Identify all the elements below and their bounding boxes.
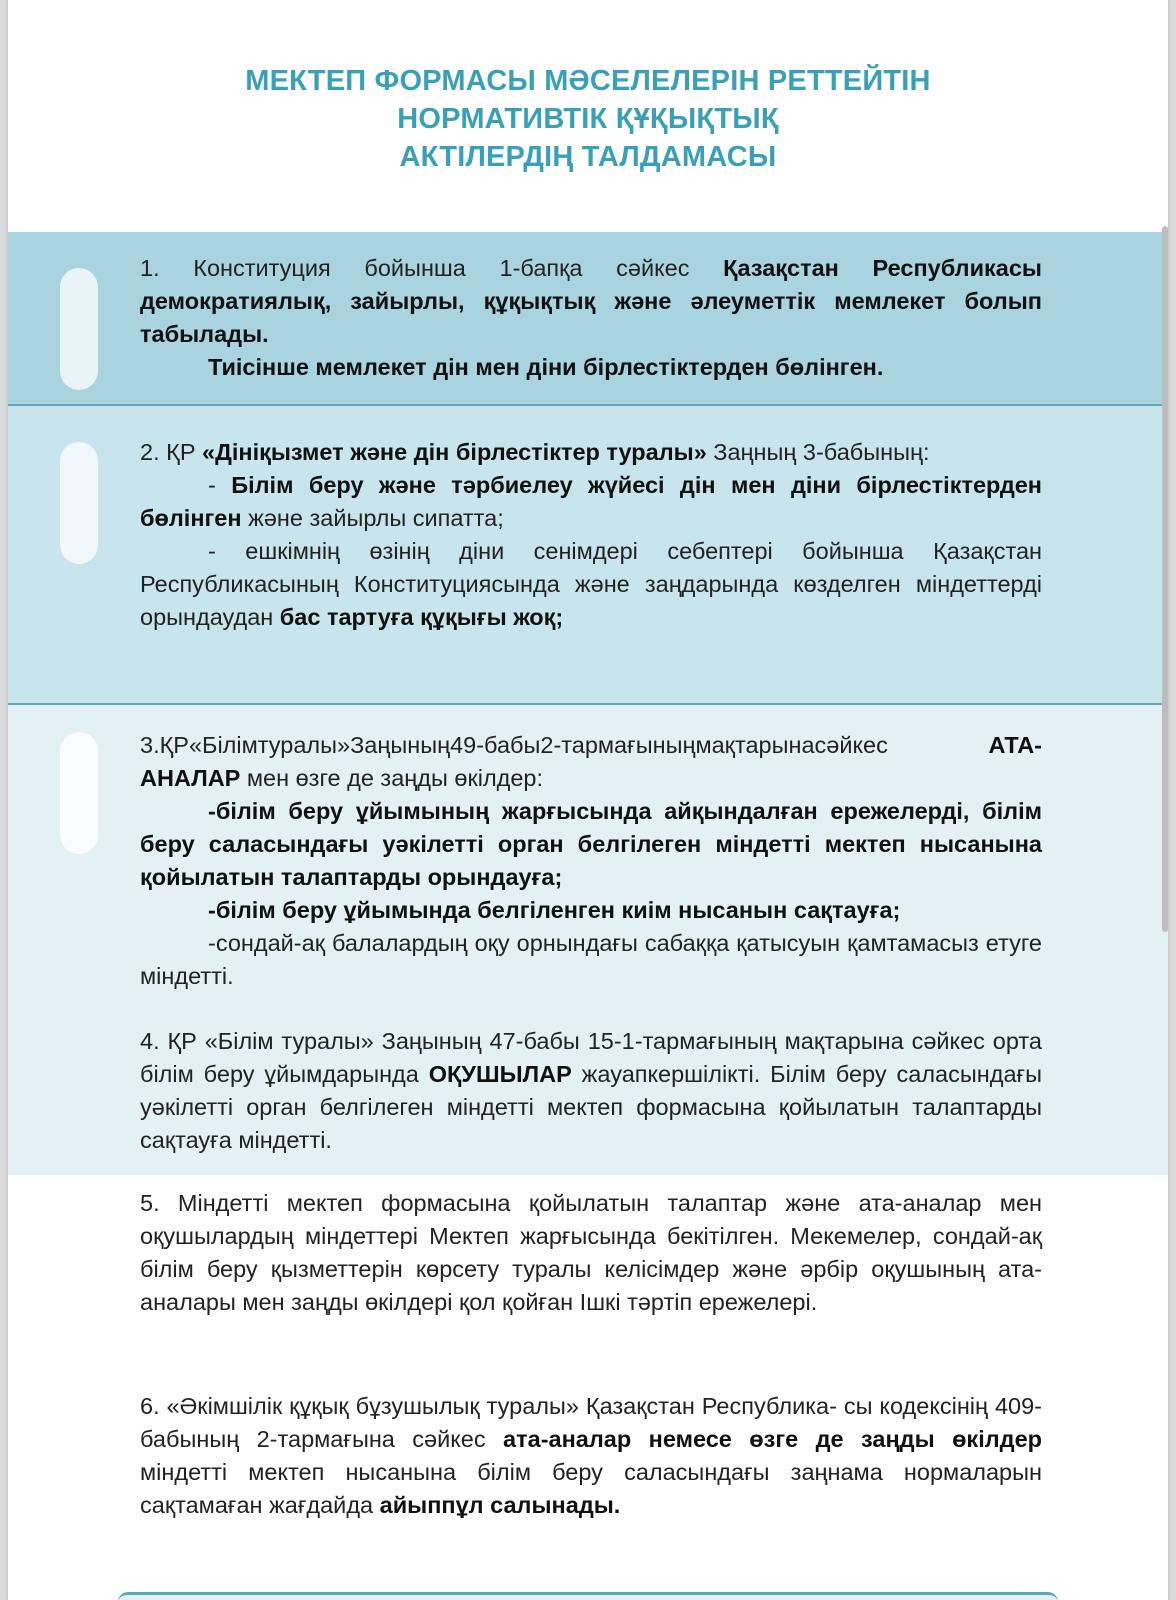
s2-text-2: Заңның 3-бабының: bbox=[706, 439, 930, 465]
bottom-decorative-bar bbox=[118, 1592, 1058, 1600]
decorative-pill-2 bbox=[60, 442, 98, 564]
section-5 bbox=[140, 1187, 1042, 1319]
s2-dash: - bbox=[208, 472, 232, 498]
title-line-3: АКТІЛЕРДІҢ ТАЛДАМАСЫ bbox=[399, 141, 777, 173]
s1-bold-2: Тиісінше мемлекет дін мен діни бірлестіктерден бөлінген. bbox=[208, 354, 884, 380]
section-3 bbox=[140, 729, 1042, 993]
section-1-para-1 bbox=[140, 252, 1042, 351]
section-3-para-2 bbox=[140, 795, 1042, 894]
s2-law-name: «Дініқызмет және дін бірлестіктер туралы» bbox=[202, 439, 707, 465]
section-3-para-4 bbox=[140, 927, 1042, 993]
s6-text: 6. «Әкімшілік құқық бұзушылық туралы» Қазақстан Республика- сы кодексінің 409-бабының 2-тармағына сәйкес bbox=[140, 1393, 1042, 1452]
section-3-para-1 bbox=[140, 729, 1042, 795]
section-6-para-1 bbox=[140, 1390, 1042, 1522]
s3-bold: -білім беру ұйымының жарғысында айқындалған ережелерді, білім беру саласындағы уәкілетті орган белгілеген міндетті мектеп нысанына қойылатын талаптарды орындауға; bbox=[140, 798, 1042, 890]
s2-bold-2: бас тартуға құқығы жоқ; bbox=[279, 604, 564, 630]
title-line-2: НОРМАТИВТІК ҚҰҚЫҚТЫҚ bbox=[397, 103, 779, 135]
document-page bbox=[8, 0, 1168, 1600]
s2-text: 2. ҚР bbox=[140, 439, 203, 465]
s1-text: 1. Конституция бойынша 1-бапқа сәйкес bbox=[140, 255, 724, 281]
section-2-para-2 bbox=[140, 469, 1042, 535]
section-4 bbox=[140, 1025, 1042, 1157]
s2-text-4: - ешкімнің өзінің діни сенімдері себептері бойынша Қазақстан Республикасының Конституциясында және заңдарында көзделген міндеттерді орындаудан bbox=[140, 538, 1042, 630]
section-3-para-3 bbox=[140, 894, 1042, 927]
decorative-pill-3 bbox=[60, 732, 98, 854]
section-4-para-1 bbox=[140, 1025, 1042, 1157]
s4-text-2: жауапкершілікті. Білім беру саласындағы уәкілетті орган белгілеген міндетті мектеп формасына қойылатын талаптарды сақтауға міндетті. bbox=[140, 1061, 1042, 1153]
section-2-para-3 bbox=[140, 535, 1042, 634]
s6-bold: ата-аналар немесе өзге де заңды өкілдер bbox=[503, 1426, 1042, 1452]
page-title bbox=[8, 62, 1168, 176]
s3-text-3: -сондай-ақ балалардың оқу орнындағы сабаққа қатысуын қамтамасыз етуге міндетті. bbox=[140, 930, 1042, 989]
section-6 bbox=[140, 1390, 1042, 1522]
s4-text: 4. ҚР «Білім туралы» Заңының 47-бабы 15-1-тармағының мақтарына сәйкес орта білім беру ұйымдарында bbox=[140, 1028, 1042, 1087]
s3-bold-2: -білім беру ұйымында белгіленген киім нысанын сақтауға; bbox=[208, 897, 901, 923]
s3-text: 3.ҚР«Білімтуралы»Заңының49-бабы2-тармағыныңмақтарынасәйкес bbox=[140, 732, 989, 758]
section-1 bbox=[140, 252, 1042, 384]
s4-bold-students: ОҚУШЫЛАР bbox=[428, 1061, 572, 1087]
section-5-para-1: 5. Міндетті мектеп формасына қойылатын талаптар және ата-аналар мен оқушылардың міндеттері Мектеп жарғысында бекітілген. Мекемелер, сондай-ақ білім беру қызметтерін көрсету туралы келісімдер және әрбір оқушының ата-аналары мен заңды өкілдері қол қойған Ішкі тәртіп ережелері. bbox=[140, 1190, 1042, 1315]
s2-bold: Білім беру және тәрбиелеу жүйесі дін мен діни бірлестіктерден бөлінген bbox=[140, 472, 1042, 531]
s1-bold: Қазақстан Республикасы демократиялық, зайырлы, құқықтық және әлеуметтік мемлекет болып табылады. bbox=[140, 255, 1042, 347]
s3-bold-parents: АТА-АНАЛАР bbox=[140, 732, 1042, 791]
s3-text-2: мен өзге де заңды өкілдер: bbox=[240, 765, 544, 791]
s6-bold-fine: айыппұл салынады. bbox=[379, 1492, 621, 1518]
title-line-1: МЕКТЕП ФОРМАСЫ МӘСЕЛЕЛЕРІН РЕТТЕЙТІН bbox=[245, 65, 931, 97]
s6-text-2: міндетті мектеп нысанына білім беру саласындағы заңнама нормаларын сақтамаған жағдайда bbox=[140, 1459, 1042, 1518]
section-2 bbox=[140, 436, 1042, 634]
s2-text-3: және зайырлы сипатта; bbox=[241, 505, 504, 531]
section-2-para-1 bbox=[140, 436, 1042, 469]
decorative-pill-1 bbox=[60, 268, 98, 390]
section-1-para-2 bbox=[140, 351, 1042, 384]
scrollbar[interactable] bbox=[1162, 226, 1168, 932]
